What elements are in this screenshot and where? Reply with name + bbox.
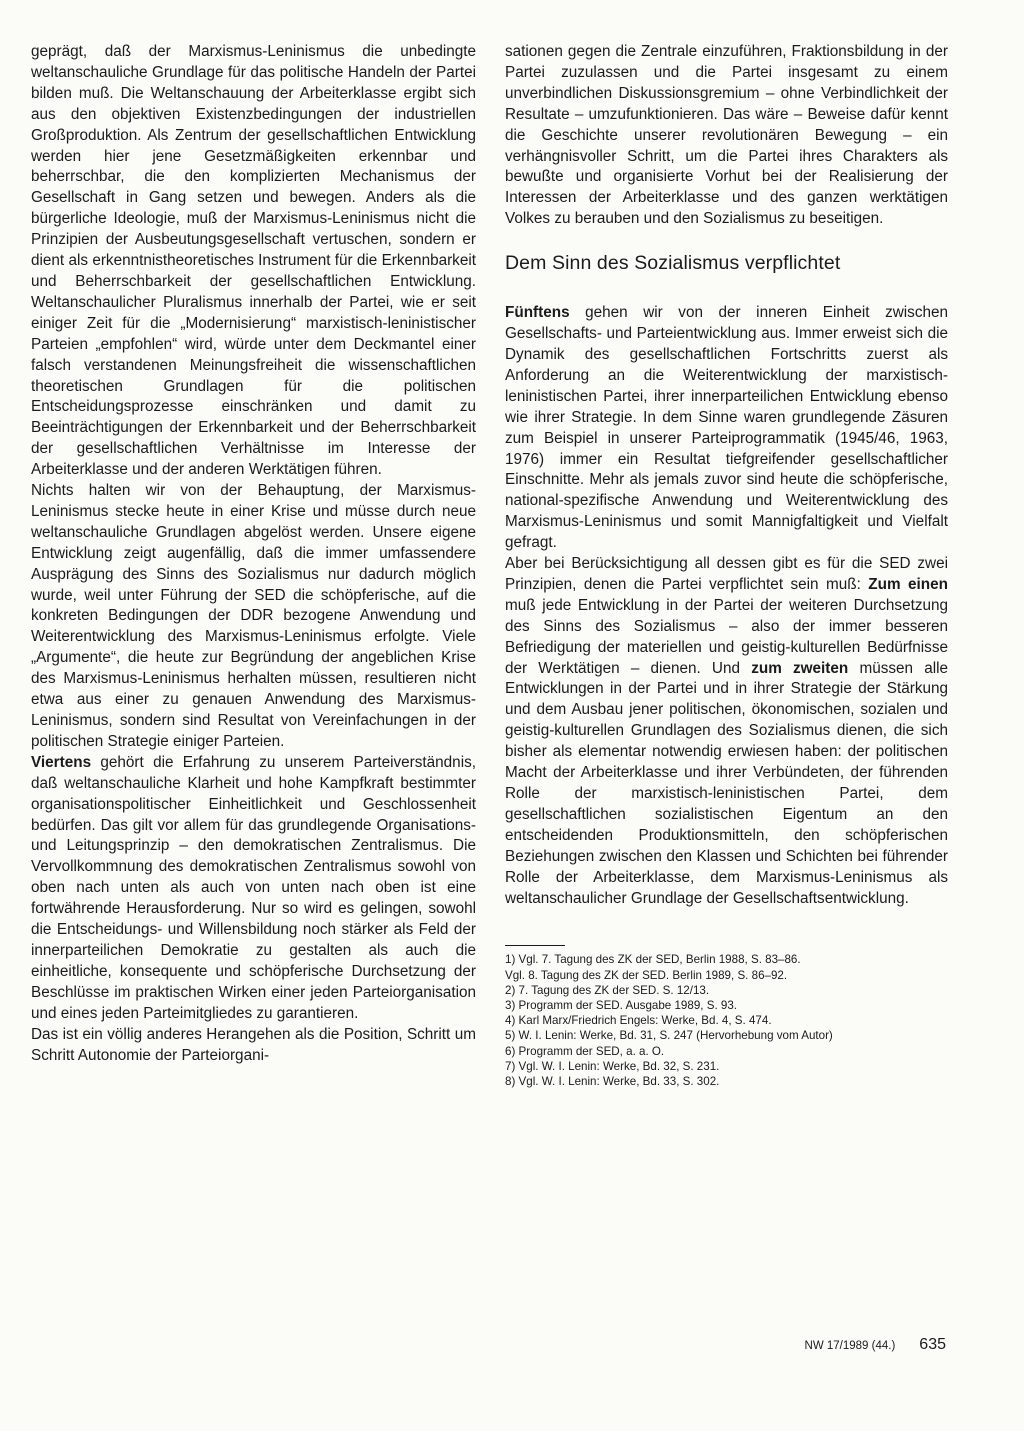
footnote-divider <box>505 945 565 946</box>
paragraph-fuenftens <box>505 303 948 554</box>
paragraph-fuenftens-text: gehen wir von der inneren Einheit zwischen Gesellschafts- und Parteientwicklung aus. Immer erweist sich die Dynamik des gesellschaftlichen Fortschritts zuerst als Anforderung an die Weiterentwicklung der marxistisch-leninistischen Partei, ihrer innerparteilichen Entwicklung ebenso wie ihrer Strategie. In dem Sinne waren grundlegende Zäsuren zum Beispiel in unserer Parteiprogrammatik (1945/46, 1963, 1976) immer ein Resultat tiefgreifender gesellschaftlicher Einschnitte. Mehr als jemals zuvor sind heute die schöpferische, national-spezifische Anwendung und Weiterentwicklung des Marxismus-Leninismus und somit Mannigfaltigkeit und Vielfalt gefragt. <box>505 304 948 552</box>
footnote: 5) W. I. Lenin: Werke, Bd. 31, S. 247 (Hervorhebung vom Autor) <box>505 1029 833 1043</box>
lead-viertens: Viertens <box>31 753 92 771</box>
section-heading: Dem Sinn des Sozialismus verpflichtet <box>505 252 841 275</box>
footnote: 8) Vgl. W. I. Lenin: Werke, Bd. 33, S. 302. <box>505 1075 720 1089</box>
prinzipien-text-d: müssen alle Entwicklungen in der Partei und in ihrer Strategie der Stärkung und dem Ausbau jener politischen, ökonomischen, sozialen und geistig-kulturellen Grundlagen des Sozialismus dienen, die sich bisher als elementar notwendig erwiesen haben: der politischen Macht der Arbeiterklasse und ihrer Verbündeten, der führenden Rolle der marxistisch-leninistischen Partei, dem gesellschaftlichen sozialistischen Eigentum an den entscheidenden Produktionsmitteln, den schöpferischen Beziehungen zwischen den Klassen und Schichten bei führender Rolle der Arbeiterklasse, dem Marxismus-Leninismus als weltanschaulicher Grundlage der Gesellschaftsentwicklung. <box>505 659 949 907</box>
left-column <box>31 42 476 1066</box>
page-number: 635 <box>919 1336 946 1353</box>
footnote: 7) Vgl. W. I. Lenin: Werke, Bd. 32, S. 231. <box>505 1059 720 1073</box>
footnote: 4) Karl Marx/Friedrich Engels: Werke, Bd. 4, S. 474. <box>505 1014 772 1028</box>
paragraph-herangehen: Das ist ein völlig anderes Herangehen als die Position, Schritt um Schritt Autonomie der Parteiorgani- <box>31 1025 476 1064</box>
paragraph-weltanschauung: geprägt, daß der Marxismus-Leninismus die unbedingte weltanschauliche Grundlage für das politische Handeln der Partei bilden muß. Die Weltanschauung der Arbeiterklasse ergibt sich aus den objektiven Existenzbedingungen der industriellen Großproduktion. Als Zentrum der gesellschaftlichen Entwicklung werden hier jene Gesetzmäßigkeiten erkennbar und beherrschbar, die den komplizierten Mechanismus der Gesellschaft in Gang setzen und bewegen. Anders als die bürgerliche Ideologie, muß der Marxismus-Leninismus nicht die Prinzipien der Ausbeutungsgesellschaft vertuschen, sondern er dient als erkenntnistheoretisches Instrument für die Erkennbarkeit und Beherrschbarkeit der gesellschaftlichen Entwicklung. Weltanschaulicher Pluralismus innerhalb der Partei, wie er seit einiger Zeit für die „Modernisierung“ marxistisch-leninistischer Parteien „empfohlen“ wird, würde unter dem Deckmantel einer falsch verstandenen Meinungsfreiheit die wissenschaftlichen theoretischen Grundlagen für die politischen Entscheidungsprozesse einschränken und damit zu Beeinträchtigungen der Erkennbarkeit und der Beherrschbarkeit der gesellschaftlichen Verhältnisse im Interesse der Arbeiterklasse und der anderen Werktätigen führen. <box>31 43 476 479</box>
footnote: Vgl. 8. Tagung des ZK der SED. Berlin 1989, S. 86–92. <box>505 968 788 982</box>
footnote: 1) Vgl. 7. Tagung des ZK der SED, Berlin 1988, S. 83–86. <box>505 953 801 967</box>
paragraph-krise: Nichts halten wir von der Behauptung, der Marxismus-Leninismus stecke heute in einer Krise und müsse durch neue weltanschauliche Grundlagen abgelöst werden. Unsere eigene Entwicklung zeigt augenfällig, daß die immer umfassendere Ausprägung des Sinns des Sozialismus nur dadurch möglich wurde, weil unter Führung der SED die schöpferische, auf die konkreten Bedingungen der DDR bezogene Anwendung und Weiterentwicklung des Marxismus-Leninismus erfolgte. Viele „Argumente“, die heute zur Begründung der angeblichen Krise des Marxismus-Leninismus herhalten müssen, resultieren nicht etwa aus einer zu genauen Anwendung des Marxismus-Leninismus, sondern sind Resultat von Vereinfachungen in der politischen Strategie einiger Parteien. <box>31 482 476 750</box>
footnote: 6) Programm der SED, a. a. O. <box>505 1044 665 1058</box>
page-footer <box>805 1336 946 1355</box>
footnote: 2) 7. Tagung des ZK der SED. S. 12/13. <box>505 983 710 997</box>
right-column <box>505 42 948 1089</box>
paragraph-viertens <box>31 753 476 1025</box>
prinzipien-text-a: Aber bei Berücksichtigung all dessen gibt es für die SED zwei Prinzipien, denen die Partei verpflichtet sein muß: <box>505 555 948 593</box>
paragraph-viertens-text: gehört die Erfahrung zu unserem Parteiverständnis, daß weltanschauliche Klarheit und hohe Kampfkraft bestimmter organisationspolitischer Einheitlichkeit und Geschlossenheit bedürfen. Das gilt vor allem für das grundlegende Organisations- und Leitungsprinzip – den demokratischen Zentralismus. Die Vervollkommnung des demokratischen Zentralismus sowohl von oben nach unten als auch von unten nach oben ist eine fortwährende Herausforderung. Nur so wird es gelingen, sowohl die Entscheidungs- und Willensbildung noch stärker als Feld der innerparteilichen Demokratie zu gestalten als auch die einheitliche, konsequente und schöpferische Durchsetzung der Beschlüsse im praktischen Wirken einer jeden Parteiorganisation und eines jeden Parteimitgliedes zu garantieren. <box>31 753 476 1022</box>
prinzipien-text-c: muß jede Entwicklung in der Partei der weiteren Durchsetzung des Sinns des Sozialismus – also der immer besseren Befriedigung der materiellen und geistig-kulturellen Bedürfnisse der Werktätigen – dienen. Und <box>505 596 948 677</box>
lead-zum-einen: Zum einen <box>868 575 948 593</box>
lead-zum-zweiten: zum zweiten <box>751 659 849 677</box>
issue-label: NW 17/1989 (44.) <box>804 1340 896 1352</box>
footnotes <box>505 952 948 1089</box>
paragraph-continuation: sationen gegen die Zentrale einzuführen, Fraktionsbildung in der Partei zuzulassen und die Partei insgesamt zu einem unverbindlichen Diskussionsgremium – ohne Verbindlichkeit der Resultate – umzufunktionieren. Das wäre – Beweise dafür kennt die Geschichte unserer revolutionären Bewegung – ein verhängnisvoller Schritt, um die Partei ihres Charakters als bewußte und organisierte Vorhut bei der Realisierung der Interessen der Arbeiterklasse und des ganzen werktätigen Volkes zu berauben und den Sozialismus zu beseitigen. <box>505 43 948 228</box>
paragraph-prinzipien <box>505 554 948 909</box>
lead-fuenftens: Fünftens <box>505 304 570 322</box>
footnote: 3) Programm der SED. Ausgabe 1989, S. 93. <box>505 999 737 1013</box>
